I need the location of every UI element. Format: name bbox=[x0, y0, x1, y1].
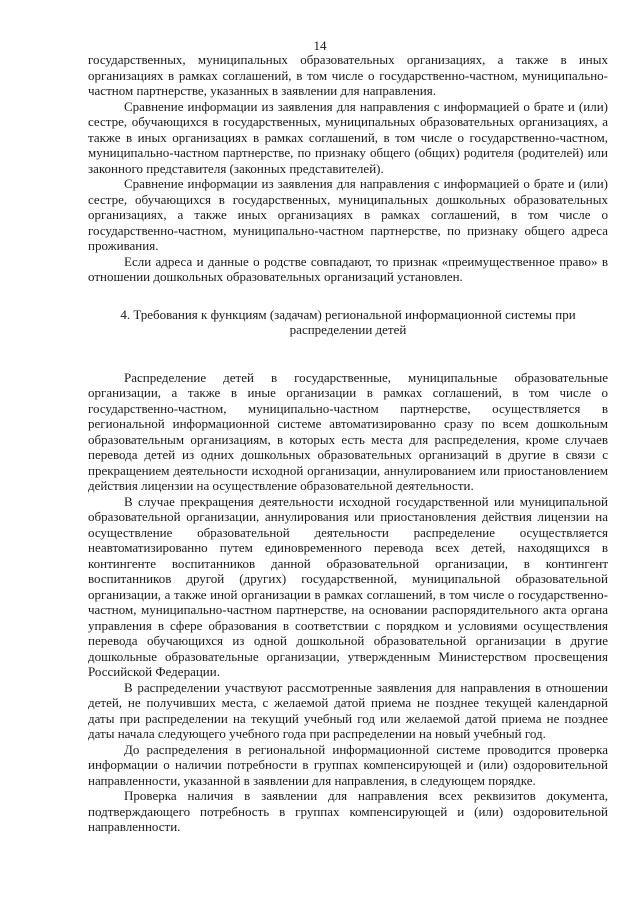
paragraph: В распределении участвуют рассмотренные заявления для направления в отношении детей, не получивших места, с желаемой датой приема не позднее текущей календарной даты при распределении на текущий учебный год или желаемой датой приема не позднее даты начала следующего учебного года при распределении на новый учебный год. bbox=[88, 679, 608, 741]
paragraph: Проверка наличия в заявлении для направления всех реквизитов документа, подтверждающего потребность в группах компенсирующей и (или) оздоровительной направленности. bbox=[88, 788, 608, 834]
section-heading: 4. Требования к функциям (задачам) региональной информационной системы при распределении детей bbox=[120, 306, 576, 337]
page-number: 14 bbox=[313, 38, 327, 53]
paragraph: До распределения в региональной информационной системе проводится проверка информации о наличии потребности в группах компенсирующей и (или) оздоровительной направленности, указанной в заявлении для направления, в следующем порядке. bbox=[88, 741, 608, 788]
document-body bbox=[88, 52, 608, 835]
paragraph-continuation: государственных, муниципальных образовательных организациях, а также в иных организациях в рамках соглашений, в том числе о государственно-частном, муниципально-частном партнерстве, указанных в заявлении для направления. bbox=[88, 52, 608, 98]
paragraph: Сравнение информации из заявления для направления с информацией о брате и (или) сестре, обучающихся в государственных, муниципальных дошкольных образовательных организациях, а также иных организациях в рамках соглашений, в том числе о государственно-частном, муниципально-частном партнерстве, по признаку общего адреса проживания. bbox=[88, 176, 608, 253]
paragraph: Распределение детей в государственные, муниципальные образовательные организации, а также в иные организации в рамках соглашений, в том числе о государственно-частном, муниципально-частном партнерстве, осуществляется в региональной информационной системе автоматизированно сразу по всем дошкольным образовательным организациям, в которых есть места для распределения, кроме случаев перевода детей из одних дошкольных образовательных организаций в другие в связи с прекращением деятельности исходной организации, аннулированием или приостановлением действия лицензии на осуществление образовательной деятельности. bbox=[88, 369, 608, 493]
paragraph: В случае прекращения деятельности исходной государственной или муниципальной образовательной организации, аннулирования или приостановления действия лицензии на осуществление образовательной деятельности распределение осуществляется неавтоматизированно путем единовременного перевода всех детей, находящихся в контингенте воспитанников данной образовательной организации, в контингент воспитанников другой (других) государственной, муниципальной образовательной организации, а также иной организации в рамках соглашений, в том числе о государственно-частном, муниципально-частном партнерстве, на основании распорядительного акта органа управления в сфере образования в соответствии с порядком и условиями осуществления перевода обучающихся из одной дошкольной образовательной организации в другие дошкольные образовательные организации, утвержденным Министерством просвещения Российской Федерации. bbox=[88, 493, 608, 679]
paragraph: Если адреса и данные о родстве совпадают, то признак «преимущественное право» в отношении дошкольных образовательных организаций установлен. bbox=[88, 253, 608, 284]
paragraph: Сравнение информации из заявления для направления с информацией о брате и (или) сестре, обучающихся в государственных, муниципальных образовательных организациях, а также в иных организациях в рамках соглашений, в том числе о государственно-частном, муниципально-частном партнерстве, по признаку общего (общих) родителя (родителей) или законного представителя (законных представителей). bbox=[88, 98, 608, 176]
